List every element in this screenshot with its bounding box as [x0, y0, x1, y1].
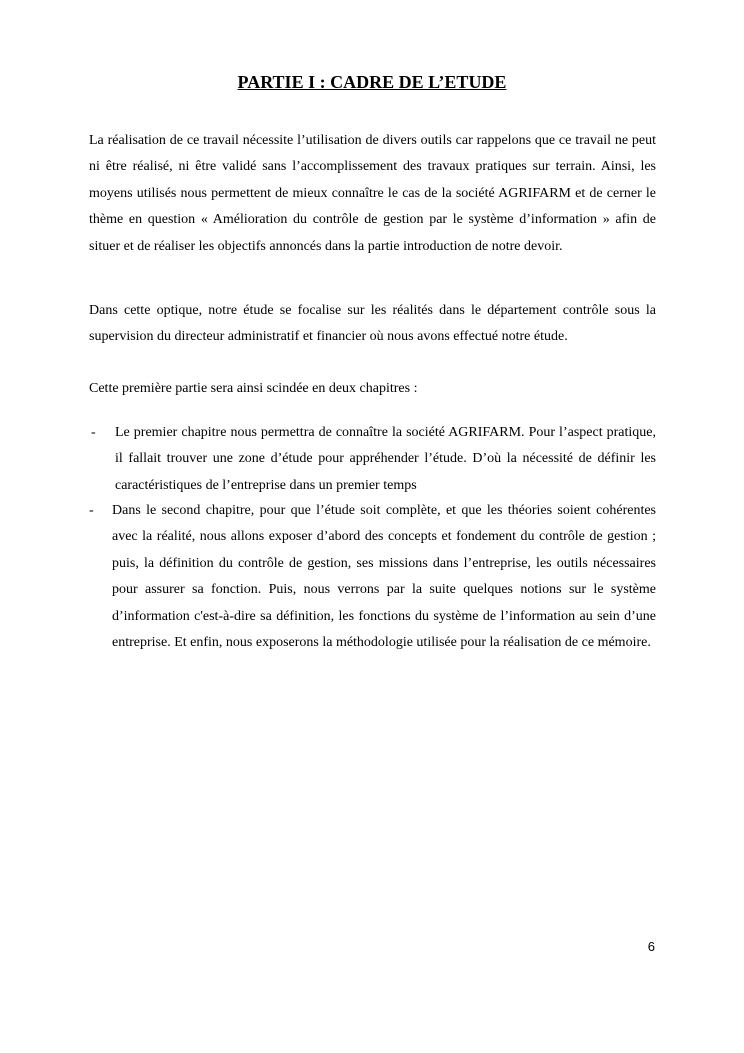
list-item	[89, 498, 656, 656]
list-item-text: Le premier chapitre nous permettra de connaître la société AGRIFARM. Pour l’aspect pratique, il fallait trouver une zone d’étude pour appréhender l’étude. D’où la nécessité de définir les caractéristiques de l’entreprise dans un premier temps	[115, 425, 656, 493]
page-title: PARTIE I : CADRE DE L’ETUDE	[237, 72, 507, 92]
list-bullet: -	[91, 425, 96, 440]
list-item	[89, 420, 656, 499]
focus-paragraph: Dans cette optique, notre étude se focalise sur les réalités dans le département contrôle sous la supervision du directeur administratif et financier où nous avons effectué notre étude.	[89, 303, 656, 345]
page-number: 6	[647, 939, 655, 954]
structure-paragraph: Cette première partie sera ainsi scindée en deux chapitres :	[89, 381, 418, 396]
intro-paragraph: La réalisation de ce travail nécessite l’utilisation de divers outils car rappelons que ce travail ne peut ni être réalisé, ni être validé sans l’accomplissement des travaux pratiques sur terrain. Ainsi, les moyens utilisés nous permettent de mieux connaître le cas de la société AGRIFARM et de cerner le thème en question « Amélioration du contrôle de gestion par le système d’information » afin de situer et de réaliser les objectifs annoncés dans la partie introduction de notre devoir.	[89, 133, 656, 254]
list-bullet: -	[89, 503, 94, 518]
chapter-list-first	[89, 420, 656, 499]
chapter-list-second	[89, 498, 656, 656]
list-item-text: Dans le second chapitre, pour que l’étude soit complète, et que les théories soient cohérentes avec la réalité, nous allons exposer d’abord des concepts et fondement du contrôle de gestion ; puis, la définition du contrôle de gestion, ses missions dans l’entreprise, les outils nécessaires pour assurer sa fonction. Puis, nous verrons par la suite quelques notions sur le système d’information c'est-à-dire sa définition, les fonctions du système de l’information au sein d’une entreprise. Et enfin, nous exposerons la méthodologie utilisée pour la réalisation de ce mémoire.	[112, 503, 656, 651]
